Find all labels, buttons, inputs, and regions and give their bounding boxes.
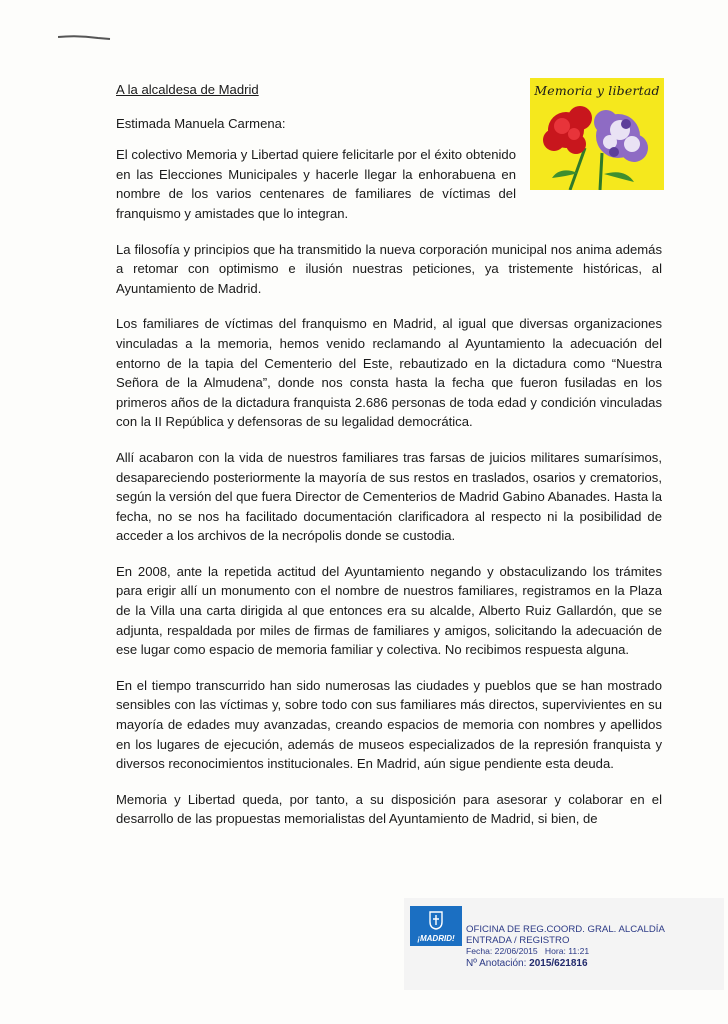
stamp-date: 22/06/2015: [494, 946, 538, 957]
letter-paragraph: La filosofía y principios que ha transmitido la nueva corporación municipal nos anima además a retomar con optimismo e ilusión nuestras peticiones, ya tristemente históricas, al Ayuntamiento de Madrid.: [116, 241, 662, 296]
stamp-registration: [466, 958, 665, 969]
logo-title: Memoria y libertad: [534, 83, 660, 98]
stamp-type: ENTRADA / REGISTRO: [466, 935, 570, 947]
madrid-crest-icon: [428, 910, 444, 930]
stamp-date-label: Fecha:: [466, 946, 493, 957]
letter-paragraph: Los familiares de víctimas del franquismo en Madrid, al igual que diversas organizaciones vinculadas a la memoria, hemos venido reclamando al Ayuntamiento la adecuación del entorno de la tapia del Cementerio del Este, rebautizado en la dictadura como “Nuestra Señora de la Almudena”, donde nos consta hasta la fecha que fueron fusiladas en los primeros años de la dictadura franquista 2.686 personas de toda edad y condición vinculadas con la II República y defensoras de su legalidad democrática.: [116, 316, 662, 430]
letter-paragraph: Allí acabaron con la vida de nuestros familiares tras farsas de juicios militares sumarísimos, desapareciendo posteriormente la mayoría de sus restos en traslados, osarios y crematorios, según la versión del que fuera Director de Cementerios de Madrid Gabino Abanades. Hasta la fecha, no se nos ha facilitado documentación clarificadora al respecto ni la posibilidad de acceder a los archivos de la necrópolis donde se custodia.: [116, 449, 662, 544]
letter-body: [116, 80, 662, 845]
stamp-text: [466, 924, 665, 969]
madrid-city-logo: [410, 906, 462, 946]
stamp-time-label: Hora:: [544, 946, 566, 957]
stamp-datetime: [466, 946, 665, 957]
letter-addressee: A la alcaldesa de Madrid: [116, 82, 259, 97]
letter-paragraph: Memoria y Libertad queda, por tanto, a su disposición para asesorar y colaborar en el desarrollo de las propuestas memorialistas del Ayuntamiento de Madrid, si bien, de: [116, 791, 662, 827]
stamp-time: 11:21: [568, 946, 590, 957]
scan-artifact-mark: [58, 34, 118, 40]
letter-paragraph: En el tiempo transcurrido han sido numerosas las ciudades y pueblos que se han mostrado sensibles con las víctimas y, sobre todo con sus familiares más directos, supervivientes en su mayoría de edades muy avanzadas, creando espacios de memoria con nombres y apellidos en los lugares de ejecución, además de museos especializados de la represión franquista y diversos reconocimientos institucionales. En Madrid, aún sigue pendiente esta deuda.: [116, 677, 662, 772]
registry-stamp: [404, 898, 724, 990]
stamp-number: 2015/621816: [529, 957, 588, 969]
letter-paragraph: En 2008, ante la repetida actitud del Ayuntamiento negando y obstaculizando los trámites para erigir allí un monumento con el nombre de nuestros familiares, registramos en la Plaza de la Villa una carta dirigida al que entonces era su alcalde, Alberto Ruiz Gallardón, que se adjunta, respaldada por miles de firmas de familiares y amigos, solicitando la adecuación de ese lugar como espacio de memoria familiar y colectiva. No recibimos respuesta alguna.: [116, 563, 662, 658]
letter-paragraph: El colectivo Memoria y Libertad quiere felicitarle por el éxito obtenido en las Elecciones Municipales y hacerle llegar la enhorabuena en nombre de los varios centenares de familiares de víctimas del franquismo y amistades que lo integran.: [116, 147, 516, 221]
letter-salutation: Estimada Manuela Carmena:: [116, 115, 286, 131]
stamp-number-label: Nº Anotación:: [466, 957, 527, 969]
stamp-office: OFICINA DE REG.COORD. GRAL. ALCALDÍA: [466, 924, 665, 935]
madrid-brand: ¡MADRID!: [417, 934, 455, 943]
